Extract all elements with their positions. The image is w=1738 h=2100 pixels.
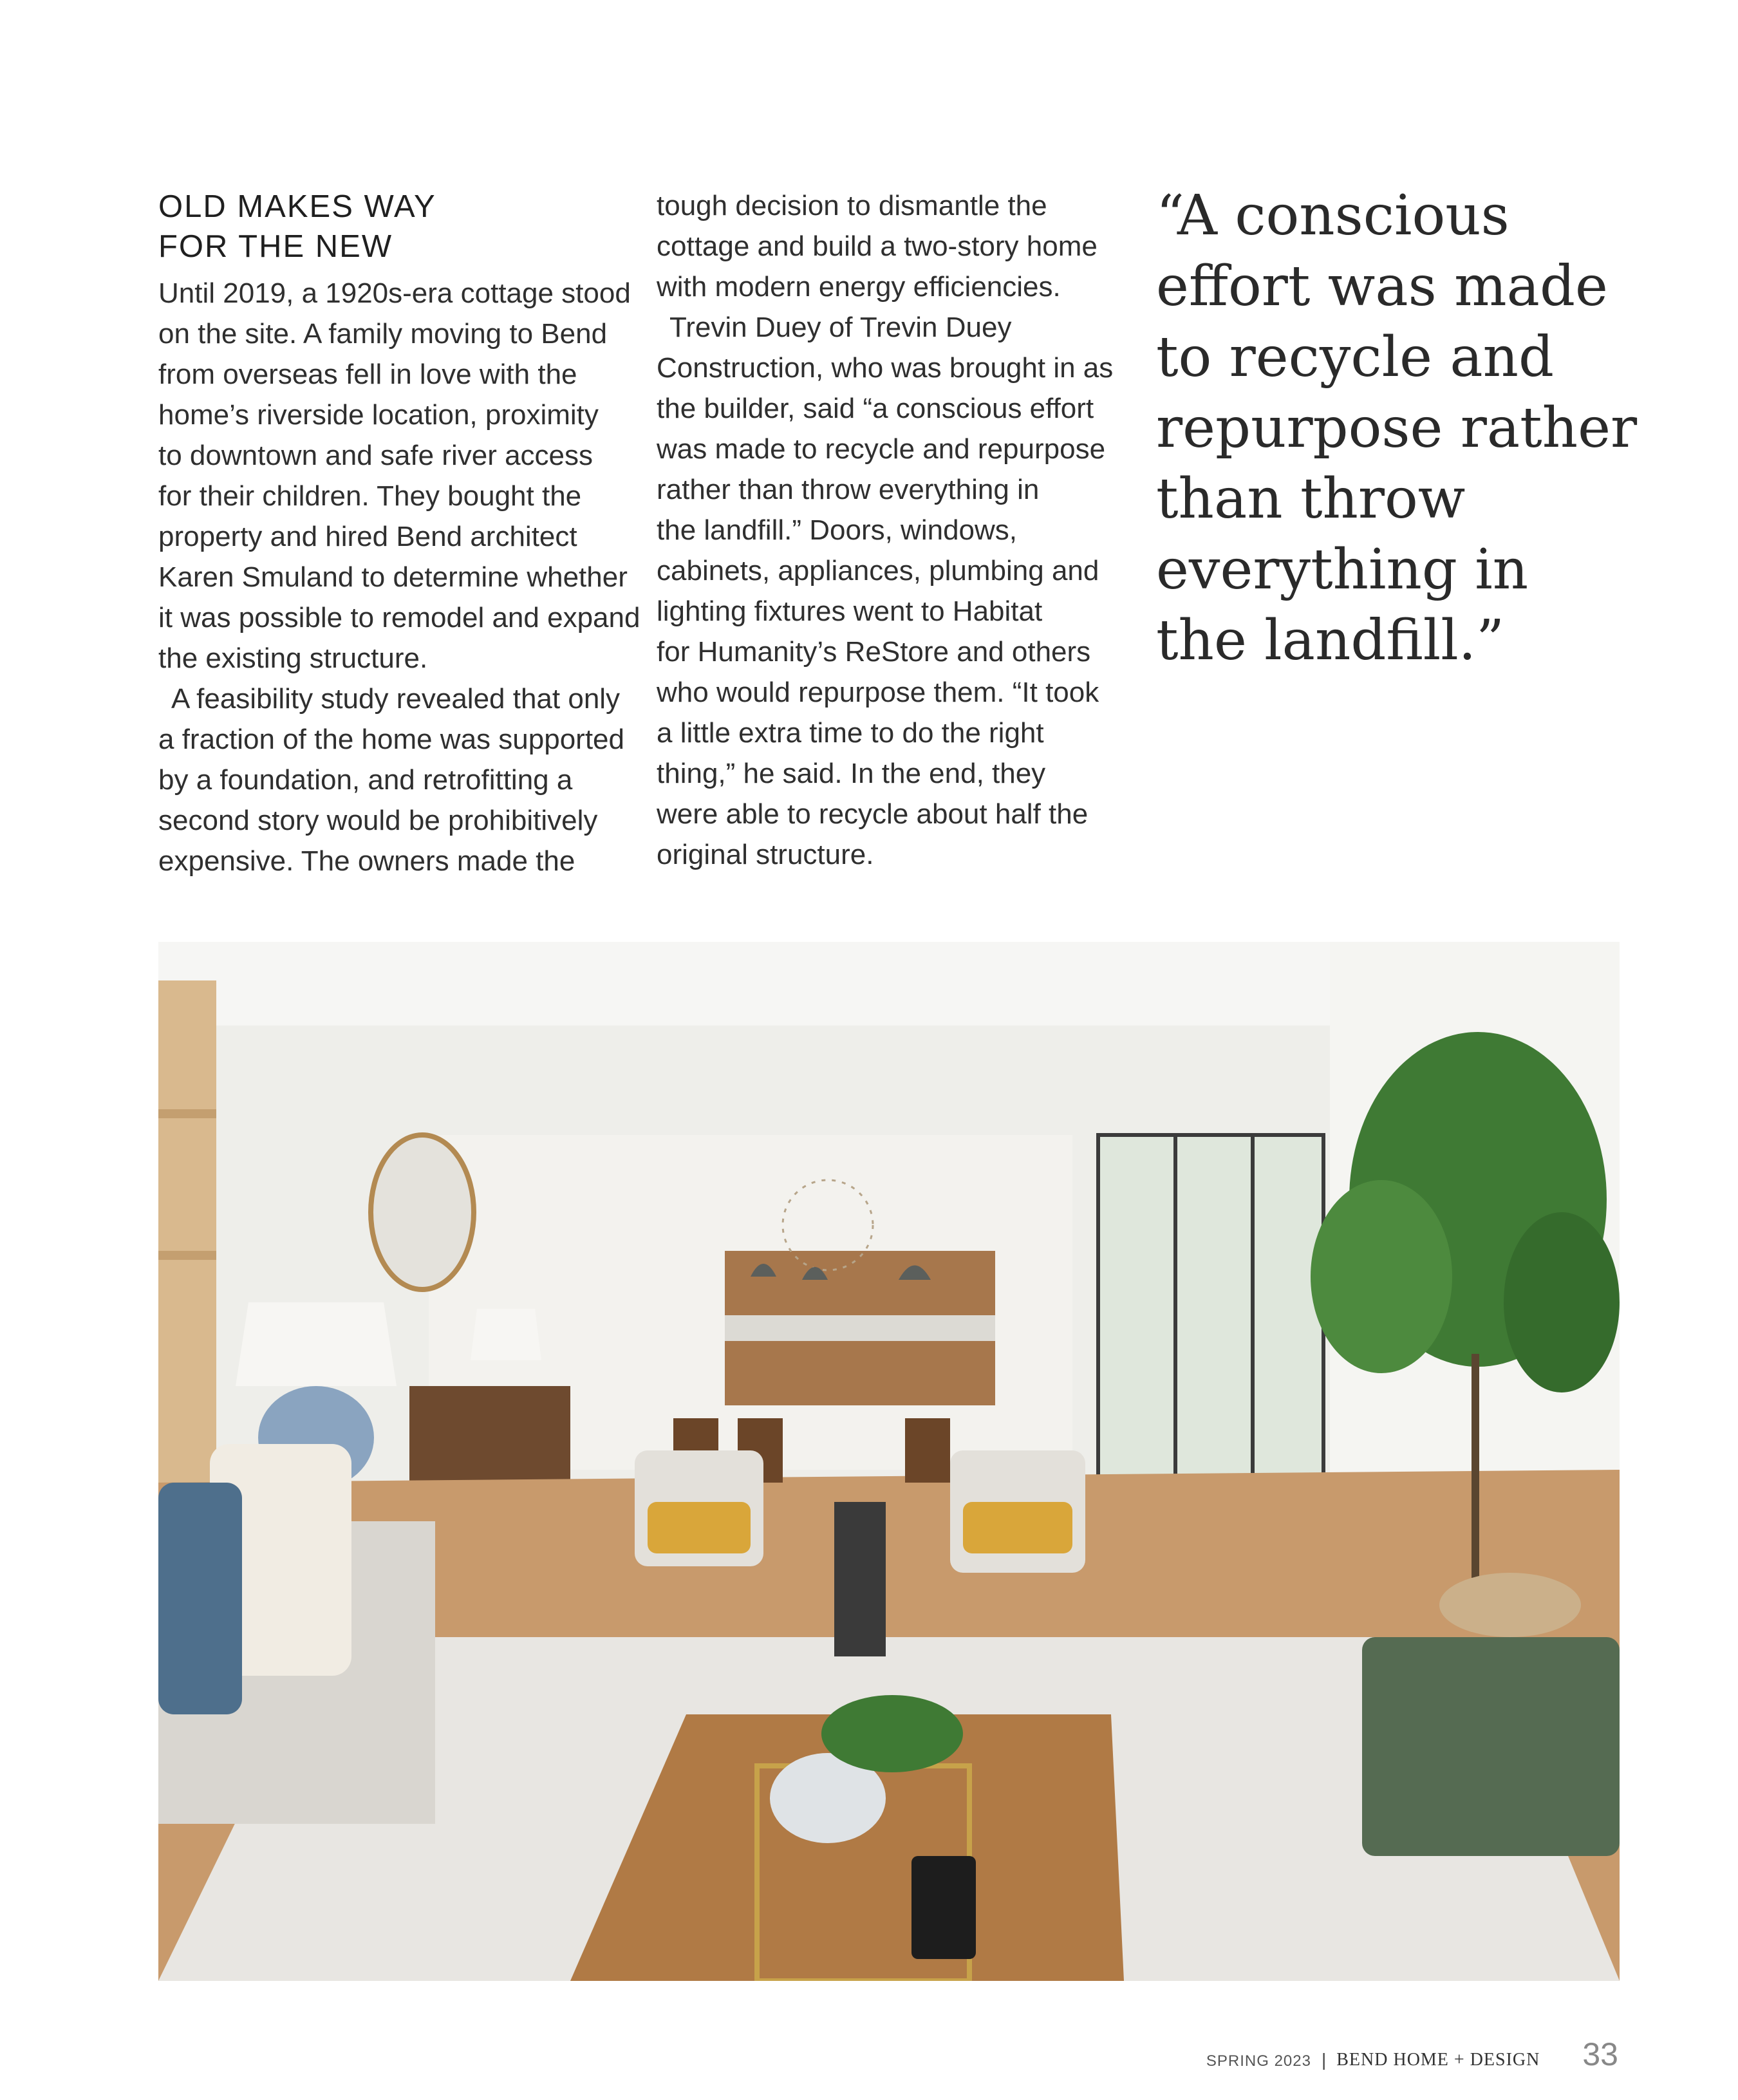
heading-line-1: OLD MAKES WAY	[158, 189, 436, 224]
text-line: the existing structure.	[158, 642, 428, 674]
sliding-glass-doors	[1098, 1135, 1323, 1521]
text-line: property and hired Bend architect	[158, 521, 577, 552]
text-line: was made to recycle and repurpose	[657, 433, 1106, 465]
shelf	[158, 1251, 216, 1260]
green-ottoman	[1362, 1637, 1620, 1856]
section-heading	[158, 187, 609, 267]
text-line: a fraction of the home was supported	[158, 724, 624, 755]
text-line: with modern energy efficiencies.	[657, 271, 1061, 303]
text-line: Construction, who was brought in as	[657, 352, 1114, 384]
leaf-cluster	[1504, 1212, 1620, 1392]
pull-quote-line: effort was made	[1156, 254, 1608, 319]
text-line: on the site. A family moving to Bend	[158, 318, 608, 350]
text-line: by a foundation, and retrofitting a	[158, 764, 573, 796]
pull-quote-line: “A conscious	[1156, 183, 1509, 248]
lamp-shade	[471, 1309, 541, 1360]
text-line: Until 2019, a 1920s-era cottage stood	[158, 277, 631, 309]
yellow-cushion	[963, 1502, 1072, 1553]
text-line: lighting fixtures went to Habitat	[657, 595, 1043, 627]
text-line: who would repurpose them. “It took	[657, 677, 1099, 708]
text-line: from overseas fell in love with the	[158, 359, 577, 390]
body-column-1	[158, 273, 640, 881]
text-line: were able to recycle about half the	[657, 798, 1089, 830]
living-room-illustration	[158, 942, 1620, 1981]
text-line: cottage and build a two-story home	[657, 230, 1098, 262]
backsplash	[725, 1315, 995, 1341]
text-line: Karen Smuland to determine whether	[158, 561, 628, 593]
plant-trunk	[1472, 1354, 1479, 1586]
text-line: a little extra time to do the right	[657, 717, 1044, 749]
text-line: home’s riverside location, proximity	[158, 399, 599, 431]
text-line: it was possible to remodel and expand	[158, 602, 640, 633]
blue-pillow	[158, 1483, 242, 1714]
pull-quote-line: than throw	[1156, 467, 1466, 531]
body-column-2	[657, 185, 1133, 875]
text-line: thing,” he said. In the end, they	[657, 758, 1046, 789]
round-mirror	[371, 1135, 474, 1289]
tabletop-plant	[821, 1695, 963, 1772]
pull-quote	[1156, 180, 1684, 676]
magazine-name: BEND HOME + DESIGN	[1336, 2050, 1540, 2070]
page-footer	[1206, 2032, 1618, 2070]
text-line: rather than throw everything in	[657, 474, 1040, 505]
text-line: Trevin Duey of Trevin Duey	[669, 312, 1012, 343]
candle	[911, 1856, 976, 1959]
shelf	[158, 1109, 216, 1118]
heading-line-2: FOR THE NEW	[158, 229, 393, 264]
text-line: second story would be prohibitively	[158, 805, 598, 836]
text-line: A feasibility study revealed that only	[171, 683, 621, 715]
text-line: the builder, said “a conscious effort	[657, 393, 1094, 424]
pull-quote-line: to recycle and	[1156, 325, 1555, 389]
text-line: expensive. The owners made the	[158, 845, 575, 877]
side-table	[834, 1502, 886, 1656]
yellow-cushion	[648, 1502, 751, 1553]
text-line: for their children. They bought the	[158, 480, 582, 512]
planter-basket	[1439, 1573, 1581, 1637]
pull-quote-line: repurpose rather	[1156, 396, 1638, 460]
text-line: cabinets, appliances, plumbing and	[657, 555, 1099, 586]
pull-quote-line: everything in	[1156, 538, 1529, 602]
pull-quote-line: the landfill.”	[1156, 608, 1505, 673]
lamp-shade	[236, 1302, 397, 1386]
text-line: for Humanity’s ReStore and others	[657, 636, 1091, 668]
text-line: original structure.	[657, 839, 874, 870]
page-number: 33	[1582, 2036, 1618, 2072]
dining-chair	[905, 1418, 950, 1483]
issue-season: SPRING 2023	[1206, 2052, 1311, 2070]
text-line: tough decision to dismantle the	[657, 190, 1047, 221]
wood-shelving	[158, 980, 216, 1483]
leaf-cluster	[1311, 1180, 1452, 1373]
footer-separator: |	[1321, 2050, 1327, 2070]
text-line: to downtown and safe river access	[158, 440, 593, 471]
text-line: the landfill.” Doors, windows,	[657, 514, 1018, 546]
living-room-photo	[158, 942, 1620, 1981]
